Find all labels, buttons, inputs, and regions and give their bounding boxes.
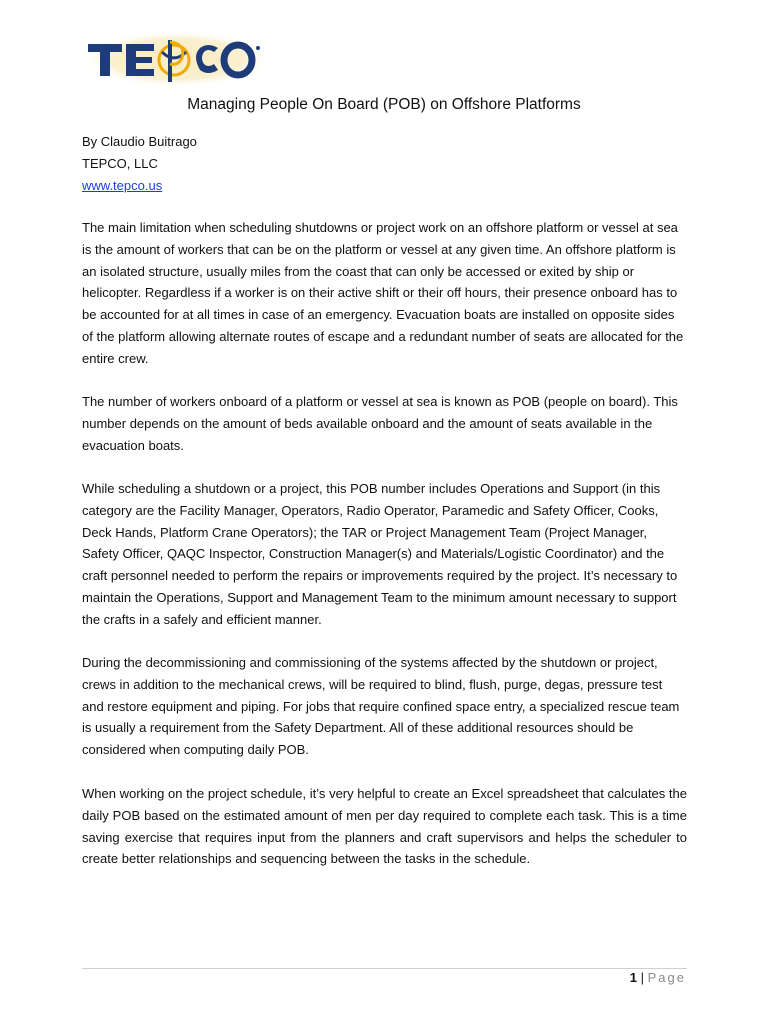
byline [82,131,197,196]
author-line: By Claudio Buitrago [82,134,197,149]
paragraph-2 [82,391,687,456]
logo-graphic [82,30,272,88]
page-number: 1 [629,970,637,985]
paragraph-text: The number of workers onboard of a platform or vessel at sea is known as POB (people on board). This number depends on the amount of beds available onboard and the amount of seats available in the evacuation boats. [82,394,678,453]
paragraph-1 [82,217,687,370]
paragraph-text: The main limitation when scheduling shutdowns or project work on an offshore platform or vessel at sea is the amount of workers that can be on the platform or vessel at any given time. An offshore platform is an isolated structure, usually miles from the coast that can only be accessed or exited by ship or helicopter. Regardless if a worker is on their active shift or their off hours, their presence onboard has to be accounted for at all times in case of an emergency. Evacuation boats are installed on opposite sides of the platform allowing alternate routes of escape and a redundant number of seats are allocated for the entire crew. [82,220,684,366]
page-label: Page [647,970,686,985]
footer-separator: | [640,970,644,985]
page-title: Managing People On Board (POB) on Offshore Platforms [187,96,581,113]
tepco-logo [82,30,272,88]
website-link[interactable]: www.tepco.us [82,177,163,193]
paragraph-3 [82,478,687,631]
page-footer [630,970,686,985]
footer-divider [82,968,687,969]
paragraph-4 [82,652,687,761]
paragraph-text: During the decommissioning and commissioning of the systems affected by the shutdown or project, crews in addition to the mechanical crews, will be required to blind, flush, purge, degas, pressure test and restore equipment and piping. For jobs that require confined space entry, a specialized rescue team is usually a requirement from the Safety Department. All of these additional resources should be considered when computing daily POB. [82,655,680,758]
paragraph-text: While scheduling a shutdown or a project, this POB number includes Operations and Support (in this category are the Facility Manager, Operators, Radio Operator, Paramedic and Safety Officer, Cooks, Deck Hands, Platform Crane Operators); the TAR or Project Management Team (Project Manager, Safety Officer, QAQC Inspector, Construction Manager(s) and Materials/Logistic Coordinator) and the craft personnel needed to perform the repairs or improvements required by the project. It’s necessary to maintain the Operations, Support and Management Team to the minimum amount necessary to support the crafts in a safely and efficient manner. [82,481,678,627]
paragraph-5 [82,783,687,870]
paragraph-text: When working on the project schedule, it’s very helpful to create an Excel spreadsheet that calculates the daily POB based on the estimated amount of men per day required to complete each task. This is a time saving exercise that requires input from the planners and craft supervisors and helps the scheduler to create better relationships and sequencing between the tasks in the schedule. [82,786,687,867]
company-line: TEPCO, LLC [82,155,158,171]
